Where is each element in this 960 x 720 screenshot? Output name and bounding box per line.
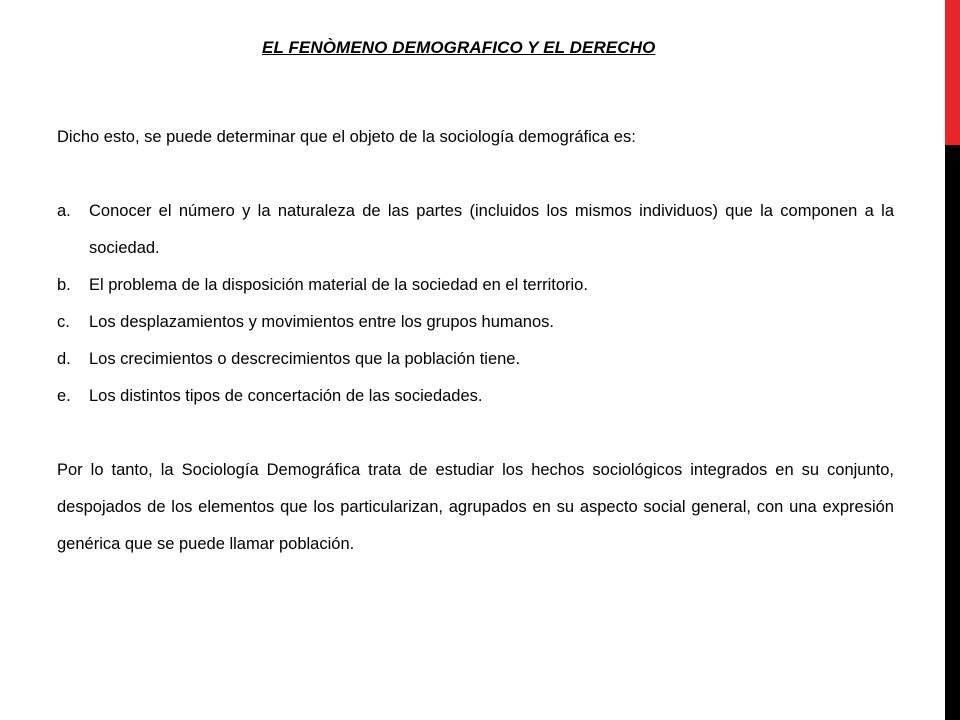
list-item [57,267,894,304]
list-marker: a. [57,202,71,220]
accent-bar-black [945,145,960,720]
objectives-list [57,193,894,415]
list-item [57,304,894,341]
list-item [57,378,894,415]
list-item [57,193,894,267]
list-item-text: Los distintos tipos de concertación de las sociedades. [89,387,483,405]
slide-title: EL FENÒMENO DEMOGRAFICO Y EL DERECHO [262,38,656,57]
list-item-text: Los desplazamientos y movimientos entre los grupos humanos. [89,313,554,331]
list-marker: e. [57,387,71,405]
intro-paragraph: Dicho esto, se puede determinar que el objeto de la sociología demográfica es: [57,128,636,146]
list-item-text: Conocer el número y la naturaleza de las partes (incluidos los mismos individuos) que la componen a la sociedad. [89,202,894,257]
list-item-text: Los crecimientos o descrecimientos que la población tiene. [89,350,521,368]
list-marker: d. [57,350,71,368]
closing-paragraph: Por lo tanto, la Sociología Demográfica trata de estudiar los hechos sociológicos integrados en su conjunto, despojados de los elementos que los particularizan, agrupados en su aspecto social general, con una expresión genérica que se puede llamar población. [57,461,894,553]
list-marker: b. [57,276,71,294]
list-item [57,341,894,378]
list-marker: c. [57,313,70,331]
list-item-text: El problema de la disposición material de la sociedad en el territorio. [89,276,588,294]
accent-bar-red [945,0,960,145]
slide-body [57,119,894,563]
